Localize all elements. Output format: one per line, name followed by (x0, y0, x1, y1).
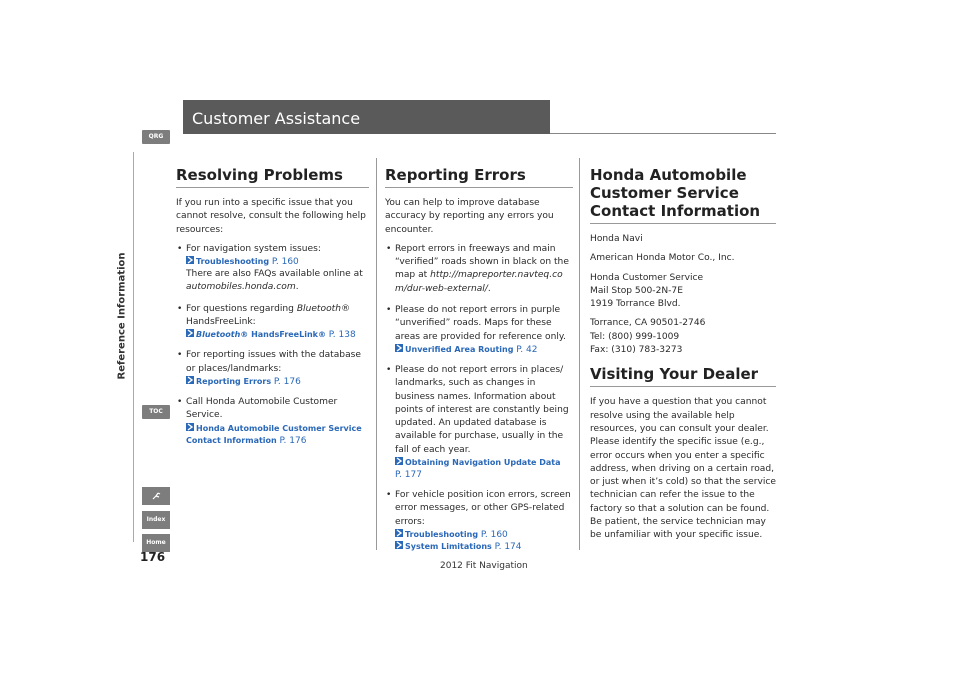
phone-number: Tel: (800) 999-1009 (590, 331, 680, 342)
list-item (385, 364, 573, 481)
bullet-icon: • (177, 243, 183, 254)
footer-title: 2012 Fit Navigation (440, 561, 528, 571)
arrow-icon (186, 376, 194, 384)
item-text: HandsFreeLink: (186, 317, 256, 328)
home-tab[interactable]: Home (142, 534, 170, 552)
link-label: Troubleshooting (196, 257, 270, 267)
arrow-icon (186, 256, 194, 264)
link-label: Honda Automobile Customer Service (196, 423, 362, 433)
bullet-icon: • (386, 364, 392, 375)
bullet-icon: • (386, 243, 392, 254)
link-page: P. 177 (395, 470, 422, 481)
item-text: Please do not report errors in places/ landmarks, such as changes in business names. Information about points of interest are constantly being updated. An updated database is available for purchase, usually in the fall of each year. (395, 364, 569, 455)
qrg-tab[interactable]: QRG (142, 130, 170, 144)
header-rule (550, 133, 776, 134)
link-label: Reporting Errors (196, 376, 272, 386)
item-text: Please do not report errors in purple “unverified” roads. Maps for these areas are provided for reference only. (395, 305, 566, 342)
cross-reference-link[interactable] (186, 329, 369, 341)
section-label: Reference Information (116, 252, 128, 380)
bullet-icon: • (386, 490, 392, 501)
arrow-icon (186, 329, 194, 337)
link-page: P. 160 (480, 529, 508, 540)
heading-rule (590, 223, 776, 224)
contact-line: American Honda Motor Co., Inc. (590, 253, 735, 264)
cross-reference-link[interactable] (395, 344, 573, 356)
link-label: Troubleshooting (405, 529, 479, 539)
list-item (176, 303, 369, 342)
item-text: Call Honda Automobile Customer Service. (186, 396, 338, 421)
list-item (385, 243, 573, 296)
link-page: P. 176 (279, 435, 307, 446)
link-label: Obtaining Navigation Update Data (405, 458, 561, 468)
list-item (385, 304, 573, 356)
cross-reference-link[interactable] (395, 529, 573, 541)
list-item (176, 349, 369, 388)
item-text: Report errors in freeways and main “verified” roads shown in black on the map at (395, 243, 569, 281)
column-resolving-problems (176, 166, 369, 455)
arrow-icon (186, 423, 194, 431)
item-text-italic: Bluetooth® (296, 303, 351, 314)
punctuation: . (487, 283, 491, 294)
column-divider (376, 158, 377, 550)
list-item (176, 396, 369, 447)
link-label: Contact Information (186, 435, 277, 445)
voice-command-icon[interactable] (142, 487, 170, 505)
index-tab[interactable]: Index (142, 511, 170, 529)
link-page: P. 176 (273, 376, 301, 387)
item-text: For navigation system issues: (186, 243, 321, 254)
bullet-icon: • (177, 350, 183, 361)
contact-line: Honda Navi (590, 234, 643, 244)
fax-number: Fax: (310) 783-3273 (590, 345, 683, 356)
section-heading: Resolving Problems (176, 166, 343, 184)
page-title: Customer Assistance (192, 109, 361, 128)
link-page: P. 174 (494, 541, 522, 552)
intro-text: You can help to improve database accuracy by reporting any errors you encounter. (385, 198, 554, 235)
arrow-icon (395, 529, 403, 537)
bullet-icon: • (386, 305, 392, 316)
cross-reference-link[interactable] (186, 256, 369, 268)
list-item (385, 489, 573, 553)
link-page: P. 42 (516, 344, 538, 355)
link-label: Bluetooth® (196, 330, 249, 340)
intro-text: If you run into a specific issue that you cannot resolve, consult the following help resources: (176, 198, 366, 235)
section-heading: Visiting Your Dealer (590, 365, 759, 384)
link-page: P. 160 (271, 257, 299, 268)
cross-reference-link[interactable] (186, 376, 369, 388)
link-label: Unverified Area Routing (405, 344, 514, 354)
arrow-icon (395, 541, 403, 549)
dealer-text: If you have a question that you cannot resolve using the available help resources, you can consult your dealer. Please identify the specific issue (e.g., error occurs when you enter a specific address, when driving on a certain road, or just when it’s cold) so that the service technician can refer the issue to the factory so that a solution can be found. Be patient, the service technician may be unfamiliar with your specific issue. (590, 397, 776, 541)
contact-line: 1919 Torrance Blvd. (590, 299, 681, 310)
section-heading: Honda Automobile Customer Service Contact Information (590, 166, 761, 220)
heading-rule (176, 187, 369, 188)
item-text: For reporting issues with the database or places/landmarks: (186, 350, 361, 374)
item-text: For vehicle position icon errors, screen error messages, or other GPS-related errors: (395, 490, 571, 527)
punctuation: . (295, 282, 299, 293)
section-heading: Reporting Errors (385, 166, 526, 184)
item-text: For questions regarding (186, 303, 297, 314)
contact-line: Honda Customer Service (590, 272, 704, 283)
heading-rule (385, 187, 573, 188)
contact-line: Mail Stop 500-2N-7E (590, 285, 683, 296)
link-page: P. 138 (328, 330, 356, 341)
note-text: There are also FAQs available online at (186, 269, 363, 280)
arrow-icon (395, 344, 403, 352)
column-customer-service (590, 166, 776, 549)
cross-reference-link[interactable] (395, 541, 573, 553)
section-banner (183, 100, 550, 134)
cross-reference-link[interactable] (395, 457, 573, 481)
toc-tab[interactable]: TOC (142, 405, 170, 419)
bullet-icon: • (177, 303, 183, 314)
link-label: System Limitations (405, 541, 492, 551)
website-text: http://mapreporter.navteq.com/dur-web-external/ (395, 270, 563, 294)
bullet-icon: • (177, 396, 183, 407)
column-reporting-errors (385, 166, 573, 561)
link-label: HandsFreeLink® (248, 330, 326, 340)
arrow-icon (395, 457, 403, 465)
website-text: automobiles.honda.com (186, 282, 296, 293)
page-number: 176 (140, 550, 166, 564)
list-item (176, 243, 369, 295)
column-divider (579, 158, 580, 550)
contact-line: Torrance, CA 90501-2746 (590, 318, 706, 329)
sidebar-rule (133, 152, 134, 542)
heading-rule (590, 386, 776, 387)
cross-reference-link[interactable] (186, 423, 369, 447)
